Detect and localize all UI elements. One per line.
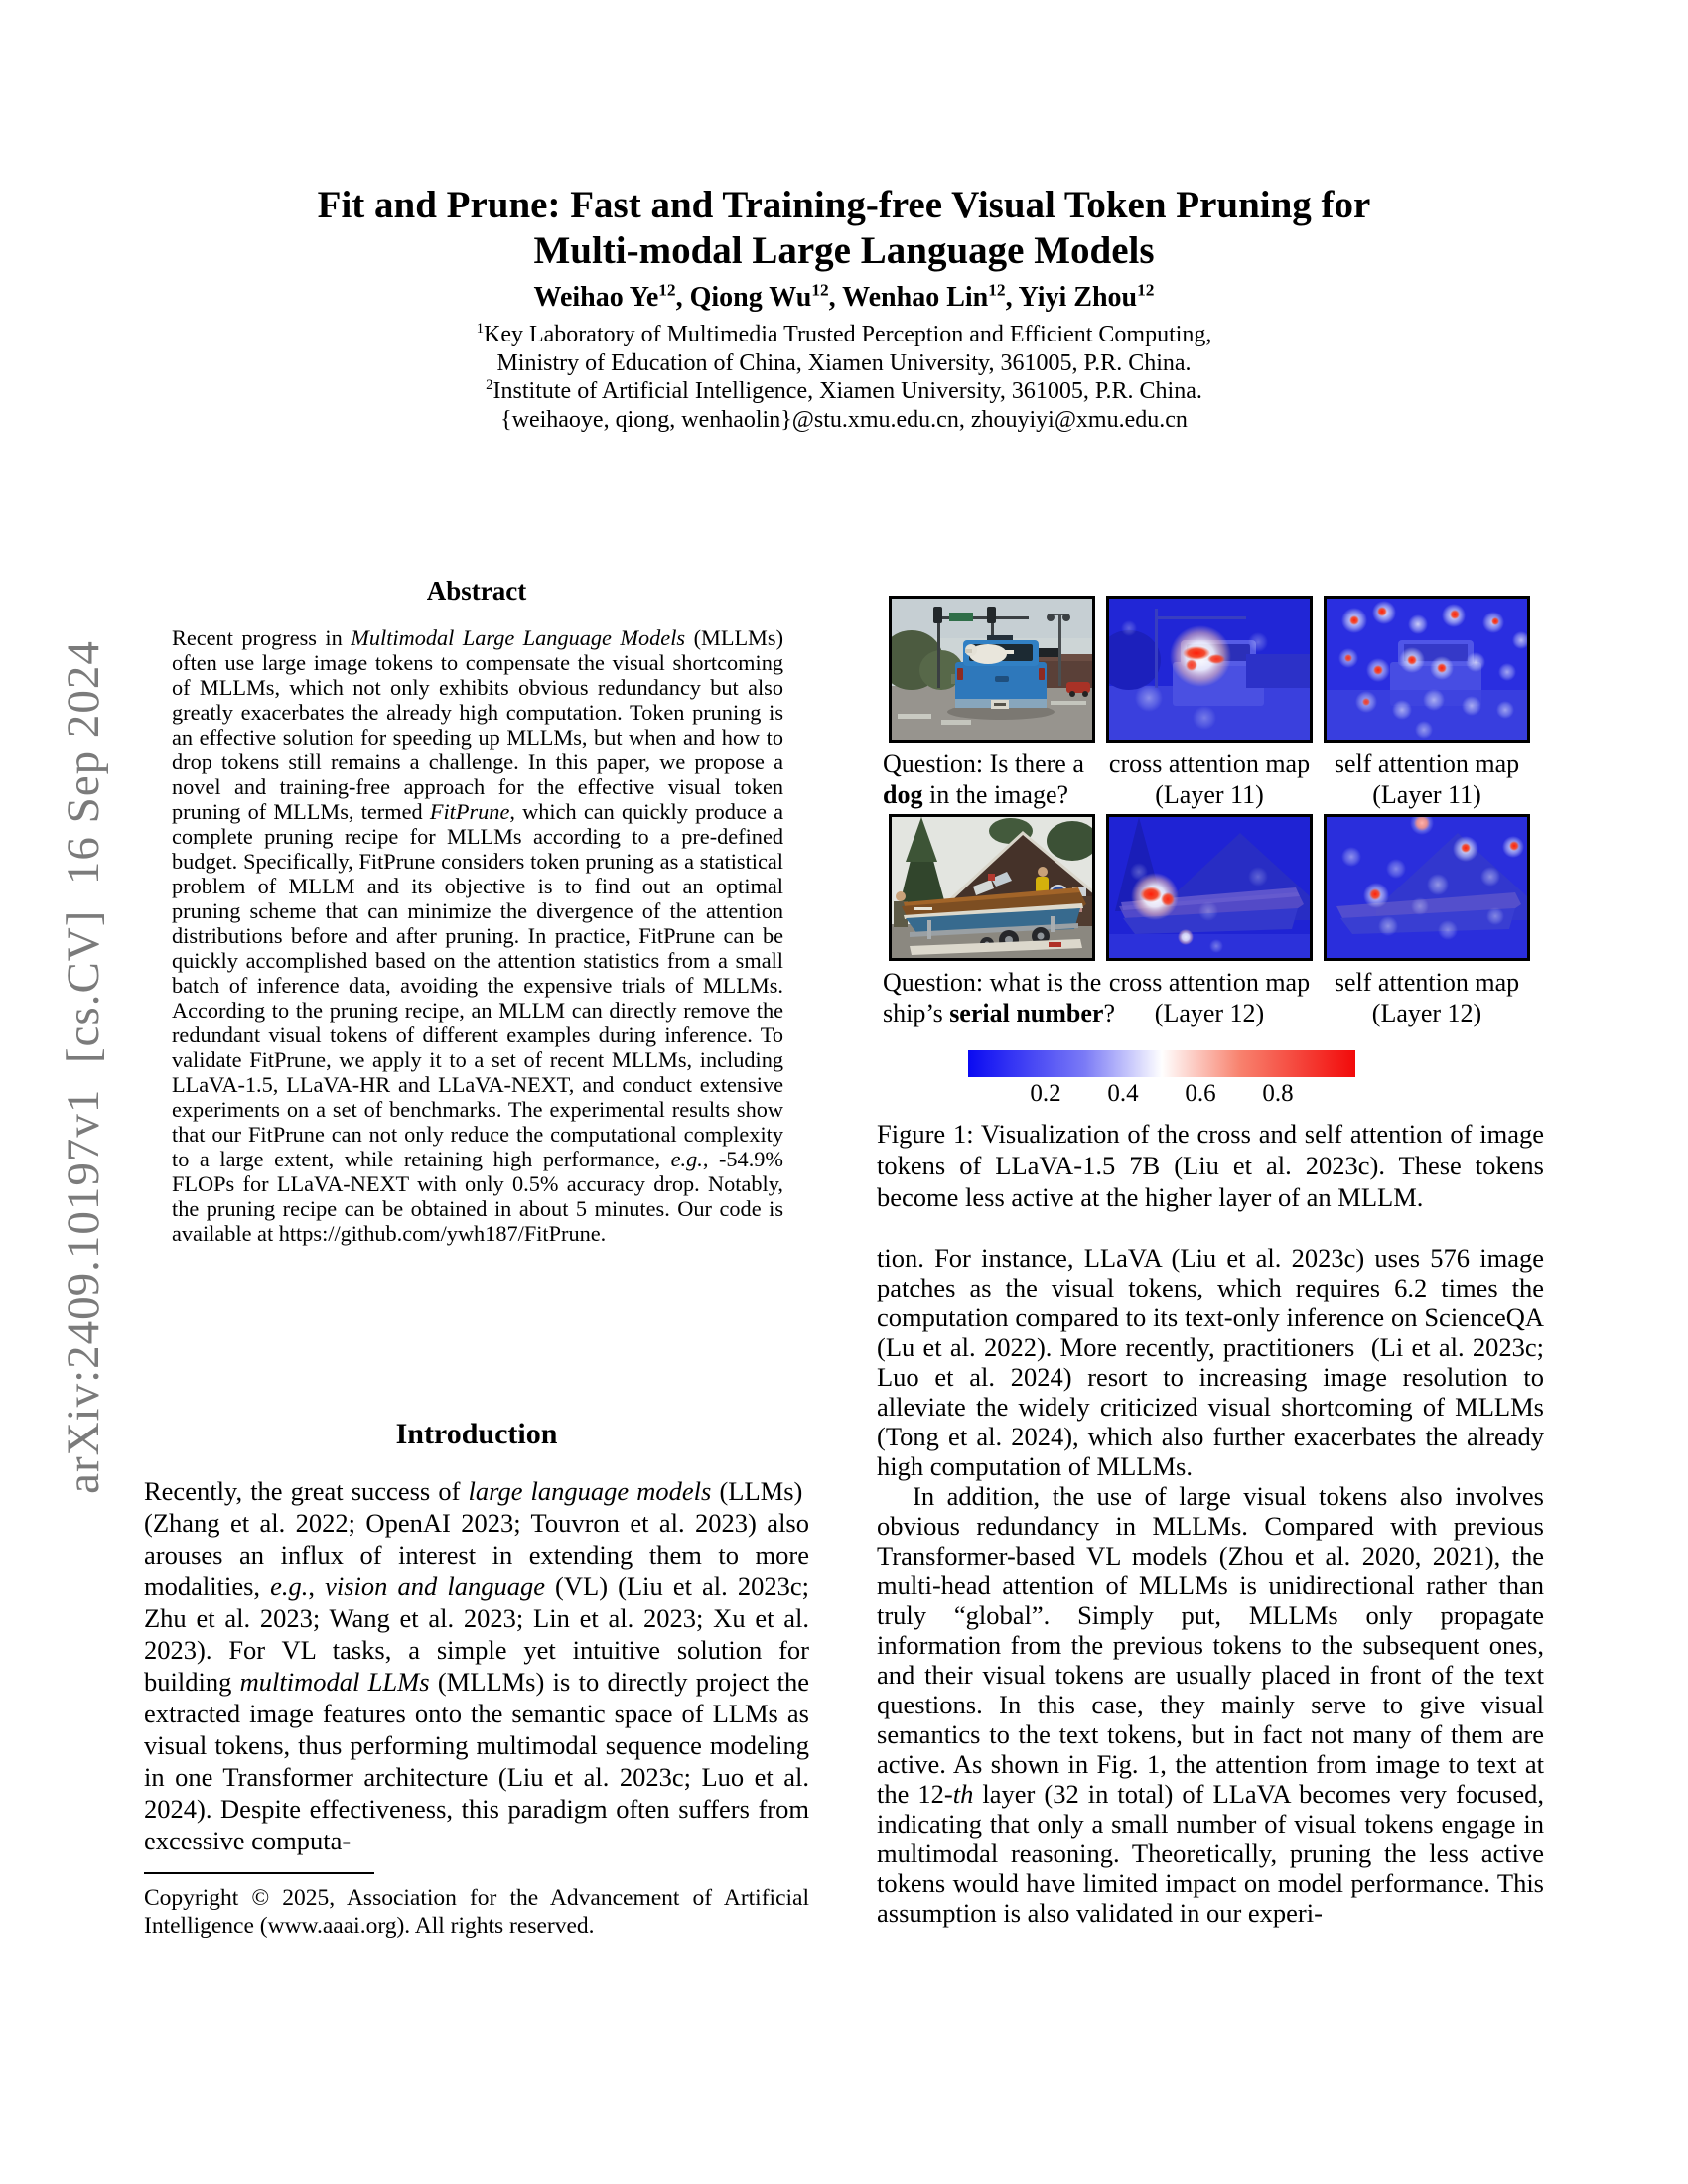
abstract-heading: Abstract: [426, 576, 527, 606]
arxiv-watermark: arXiv:2409.10197v1 [cs.CV] 16 Sep 2024: [58, 640, 109, 1494]
figure1-row1: [889, 596, 1530, 743]
right-column-body: [877, 1243, 1544, 1928]
figure1-colorbar: [968, 1050, 1355, 1077]
truck-photo-graphic: [892, 599, 1092, 740]
figure1-question-dog: Question: Is there a dog in the image?: [883, 750, 1084, 809]
figure1-photo-boat: [889, 814, 1095, 961]
colorbar-tick-08: 0.8: [1262, 1080, 1294, 1107]
abstract-text: Recent progress in Multimodal Large Language Models (MLLMs) often use large image tokens to compensate the visual shortcoming of MLLMs, which not only exhibits obvious redundancy but also greatly exacerbates the already high computation. Token pruning is an effective solution for speeding up MLLMs, but when and how to drop tokens still remains a challenge. In this paper, we propose a novel and training-free approach for the effective visual token pruning of MLLMs, termed FitPrune, which can quickly produce a complete pruning recipe for MLLMs according to a pre-defined budget. Specifically, FitPrune considers token pruning as a statistical problem of MLLM and its objective is to find out an optimal pruning scheme that can minimize the divergence of the attention distributions before and after pruning. In practice, FitPrune can be quickly accomplished based on the attention statistics from a small batch of inference data, avoiding the expensive trials of MLLMs. According to the pruning recipe, an MLLM can directly remove the redundant visual tokens of different examples during inference. To validate FitPrune, we apply it to a set of recent MLLMs, including LLaVA-1.5, LLaVA-HR and LLaVA-NEXT, and conduct extensive experiments on a set of benchmarks. The experimental results show that our FitPrune can not only reduce the computational complexity to a large extent, while retaining high performance, e.g., -54.9% FLOPs for LLaVA-NEXT with only 0.5% accuracy drop. Notably, the pruning recipe can be obtained in about 5 minutes. Our code is available at https://github.com/ywh187/FitPrune.: [172, 625, 784, 1246]
self-attention-layer11-graphic: [1327, 599, 1527, 740]
introduction-heading: Introduction: [395, 1418, 558, 1450]
figure1-caption: Figure 1: Visualization of the cross and self attention of image tokens of LLaVA-1.5 7B (Liu et al. 2023c). These tokens become less active at the higher layer of an MLLM.: [877, 1119, 1544, 1212]
colorbar-tick-02: 0.2: [1030, 1080, 1061, 1107]
figure1-cross-attention-map-layer11: [1106, 596, 1313, 743]
figure1-label-cross-attention-layer11: cross attention map (Layer 11): [1108, 750, 1311, 809]
body-paragraph-1: tion. For instance, LLaVA (Liu et al. 2023c) uses 576 image patches as the visual tokens, which requires 6.2 times the computation compared to its text-only inference on ScienceQA (Lu et al. 2022). More recently, practitioners (Li et al. 2023c; Luo et al. 2024) resort to increasing image resolution to alleviate the widely criticized visual shortcoming of MLLMs (Tong et al. 2024), which also further exacerbates the already high computation of MLLMs.: [877, 1243, 1544, 1481]
self-attention-layer12-graphic: [1327, 817, 1527, 958]
figure1-label-self-attention-layer12: self attention map (Layer 12): [1334, 968, 1520, 1027]
figure1-self-attention-map-layer11: [1324, 596, 1530, 743]
figure1-label-self-attention-layer11: self attention map (Layer 11): [1334, 750, 1520, 809]
colorbar-tick-04: 0.4: [1107, 1080, 1139, 1107]
footnote-divider: [144, 1872, 374, 1874]
affiliation-line-2: Ministry of Education of China, Xiamen University, 361005, P.R. China.: [496, 349, 1192, 376]
figure1-cross-attention-map-layer12: [1106, 814, 1313, 961]
introduction-paragraph: Recently, the great success of large language models (LLMs) (Zhang et al. 2022; OpenAI 2023; Touvron et al. 2023) also arouses an influx of interest in extending them to more modalities, e.g., vision and language (VL) (Liu et al. 2023c; Zhu et al. 2023; Wang et al. 2023; Lin et al. 2023; Xu et al. 2023). For VL tasks, a simple yet intuitive solution for building multimodal LLMs (MLLMs) is to directly project the extracted image features onto the semantic space of LLMs as visual tokens, thus performing multimodal sequence modeling in one Transformer architecture (Liu et al. 2023c; Luo et al. 2024). Despite effectiveness, this paradigm often suffers from excessive computa-: [144, 1476, 810, 1855]
figure1-label-cross-attention-layer12: cross attention map (Layer 12): [1108, 968, 1311, 1027]
copyright-footnote: Copyright © 2025, Association for the Advancement of Artificial Intelligence (www.aaai.org). All rights reserved.: [144, 1885, 809, 1939]
colorbar-tick-06: 0.6: [1185, 1080, 1216, 1107]
boat-photo-graphic: [892, 817, 1092, 958]
right-column: [877, 0, 1544, 2184]
figure1-row2: [889, 814, 1530, 961]
cross-attention-layer11-graphic: [1109, 599, 1310, 740]
figure1-self-attention-map-layer12: [1324, 814, 1530, 961]
body-paragraph-2: In addition, the use of large visual tokens also involves obvious redundancy in MLLMs. Compared with previous Transformer-based VL models (Zhou et al. 2020, 2021), the multi-head attention of MLLMs is unidirectional rather than truly “global”. Simply put, MLLMs only propagate information from the previous tokens to the subsequent ones, and their visual tokens are usually placed in front of the text questions. In this case, they mainly serve to give visual semantics to the text tokens, but in fact not many of them are active. As shown in Fig. 1, the attention from image to text at the 12-th layer (32 in total) of LLaVA becomes very focused, indicating that only a small number of visual tokens engage in multimodal reasoning. Theoretically, pruning the less active tokens would have limited impact on model performance. This assumption is also validated in our experi-: [877, 1481, 1545, 1928]
affiliation-line-3: $^2$Institute of Artificial Intelligence, Xiamen University, 361005, P.R. China.: [486, 377, 1202, 404]
figure1-photo-truck-dog: [889, 596, 1095, 743]
title-line2: Multi-modal Large Language Models: [533, 229, 1155, 272]
figure1-question-serial-number: Question: what is the ship’s serial number?: [883, 968, 1115, 1027]
affiliation-line-1: $^1$Key Laboratory of Multimedia Trusted Perception and Efficient Computing,: [476, 321, 1212, 347]
left-column: [144, 0, 809, 2184]
emails-line: {weihaoye, qiong, wenhaolin}@stu.xmu.edu.cn, zhouyiyi@xmu.edu.cn: [500, 406, 1188, 433]
cross-attention-layer12-graphic: [1109, 817, 1310, 958]
authors-line: Weihao Ye$^{12}$, Qiong Wu$^{12}$, Wenhao Lin$^{12}$, Yiyi Zhou$^{12}$: [533, 280, 1155, 313]
title-line1: Fit and Prune: Fast and Training-free Visual Token Pruning for: [317, 184, 1371, 226]
